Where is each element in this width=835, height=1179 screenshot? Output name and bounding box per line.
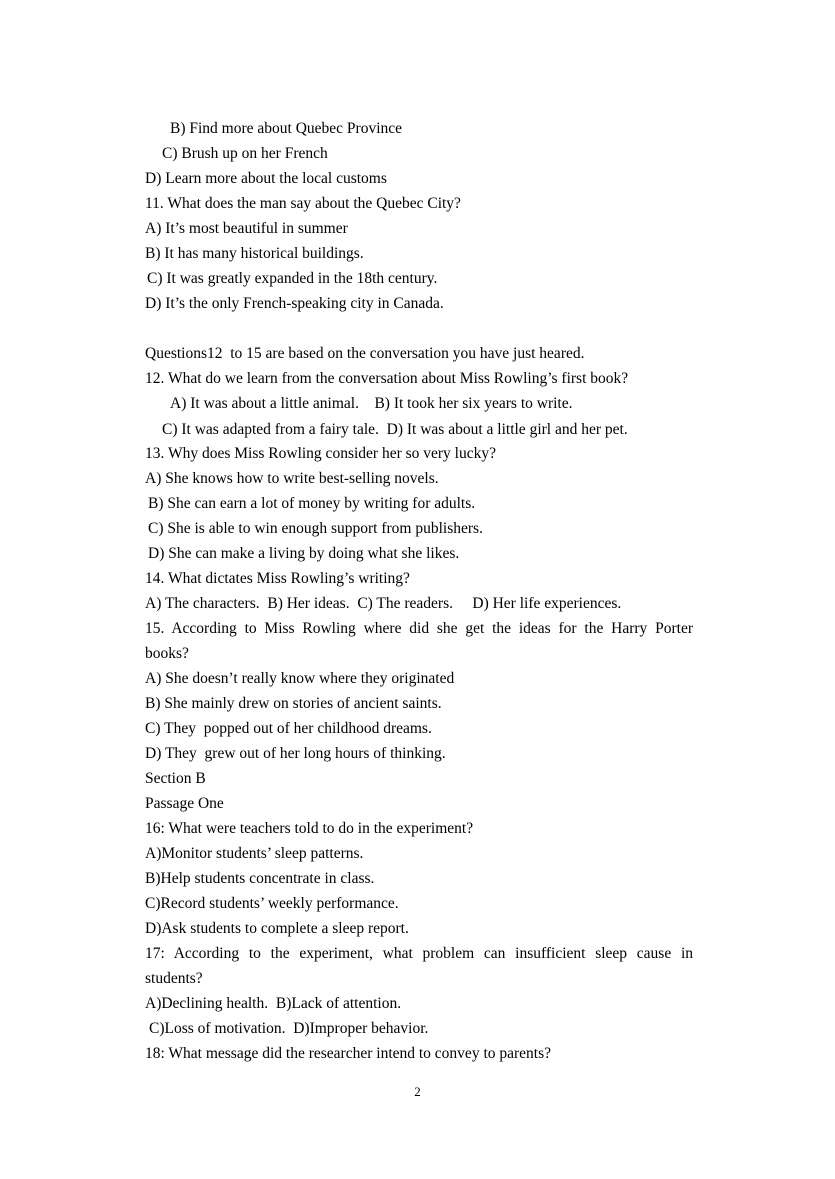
option-line: B) She mainly drew on stories of ancient saints. bbox=[145, 695, 442, 712]
question-line: 12. What do we learn from the conversation about Miss Rowling’s first book? bbox=[145, 370, 629, 387]
text-line: C) Brush up on her French bbox=[162, 145, 328, 162]
question-line: 18: What message did the researcher intend to convey to parents? bbox=[145, 1045, 552, 1062]
page-number: 2 bbox=[414, 1084, 421, 1099]
option-line: D) She can make a living by doing what she likes. bbox=[148, 545, 460, 562]
option-line: B) It has many historical buildings. bbox=[145, 245, 364, 262]
option-line: C) She is able to win enough support from publishers. bbox=[148, 520, 483, 537]
option-line: C) It was greatly expanded in the 18th century. bbox=[147, 270, 438, 287]
question-line: 15. According to Miss Rowling where did she get the ideas for the Harry Porter bbox=[145, 620, 693, 637]
option-line: C) They popped out of her childhood dreams. bbox=[145, 720, 432, 737]
option-line: A) It was about a little animal. B) It took her six years to write. bbox=[170, 395, 573, 412]
question-line: 13. Why does Miss Rowling consider her so very lucky? bbox=[145, 445, 496, 462]
option-line: A) The characters. B) Her ideas. C) The readers. D) Her life experiences. bbox=[145, 595, 622, 612]
section-heading: Section B bbox=[145, 770, 206, 787]
option-line: A)Declining health. B)Lack of attention. bbox=[145, 995, 402, 1012]
question-line-continued: books? bbox=[145, 645, 189, 662]
option-line: D)Ask students to complete a sleep report. bbox=[145, 920, 409, 937]
text-line: B) Find more about Quebec Province bbox=[170, 120, 403, 137]
option-line: B) She can earn a lot of money by writing for adults. bbox=[148, 495, 476, 512]
question-line: 16: What were teachers told to do in the experiment? bbox=[145, 820, 474, 837]
question-line: 17: According to the experiment, what problem can insufficient sleep cause in bbox=[145, 945, 693, 962]
option-line: A) It’s most beautiful in summer bbox=[145, 220, 348, 237]
option-line: B)Help students concentrate in class. bbox=[145, 870, 375, 887]
option-line: C)Loss of motivation. D)Improper behavior. bbox=[149, 1020, 429, 1037]
text-line: D) Learn more about the local customs bbox=[145, 170, 387, 187]
option-line: A)Monitor students’ sleep patterns. bbox=[145, 845, 364, 862]
option-line: A) She knows how to write best-selling novels. bbox=[145, 470, 439, 487]
question-line: 11. What does the man say about the Quebec City? bbox=[145, 195, 461, 212]
option-line: D) It’s the only French-speaking city in Canada. bbox=[145, 295, 444, 312]
option-line: A) She doesn’t really know where they originated bbox=[145, 670, 455, 687]
option-line: C) It was adapted from a fairy tale. D) It was about a little girl and her pet. bbox=[162, 421, 628, 438]
question-line: 14. What dictates Miss Rowling’s writing? bbox=[145, 570, 410, 587]
passage-heading: Passage One bbox=[145, 795, 224, 812]
option-line: D) They grew out of her long hours of thinking. bbox=[145, 745, 446, 762]
option-line: C)Record students’ weekly performance. bbox=[145, 895, 399, 912]
section-instruction: Questions12 to 15 are based on the conversation you have just heared. bbox=[145, 345, 585, 362]
question-line-continued: students? bbox=[145, 970, 203, 987]
